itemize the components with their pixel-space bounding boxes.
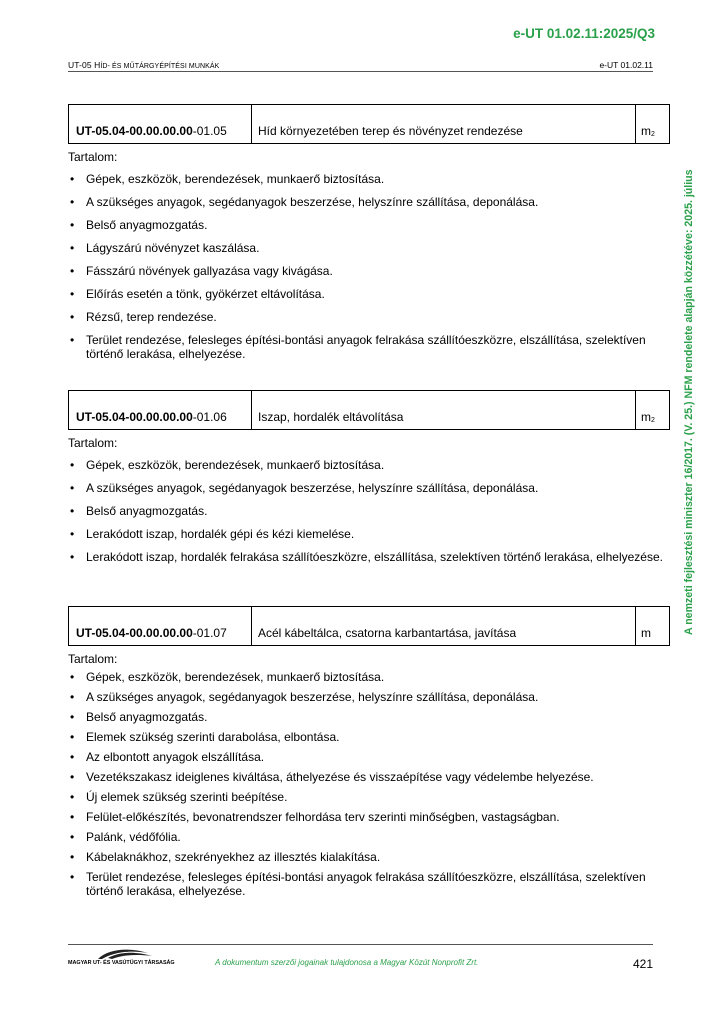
list-item: • Terület rendezése, felesleges építési-bontási anyagok felrakása szállítóeszközre, elszállítása, szelektíven történő lerakása, elhelyezése. bbox=[68, 870, 670, 898]
list-item: • Az elbontott anyagok elszállítása. bbox=[68, 750, 670, 764]
list-item: • Rézsű, terep rendezése. bbox=[68, 310, 670, 324]
list-item: • Új elemek szükség szerinti beépítése. bbox=[68, 790, 670, 804]
chapter-header-smallcaps: ÍD- ÉS MŰTÁRGYÉPÍTÉSI MUNKÁK bbox=[100, 63, 220, 70]
item-code-row bbox=[68, 390, 670, 430]
header-divider bbox=[68, 71, 653, 72]
item-title: Acél kábeltálca, csatorna karbantartása, javítása bbox=[252, 607, 636, 645]
list-item: • Kábelaknákhoz, szekrényekhez az illesztés kialakítása. bbox=[68, 850, 670, 864]
logo-text: MAGYAR UT- ÉS VASÚTÜGYI TÁRSASÁG bbox=[68, 960, 175, 966]
list-item: • A szükséges anyagok, segédanyagok beszerzése, helyszínre szállítása, deponálása. bbox=[68, 195, 670, 209]
side-publication-note bbox=[681, 95, 697, 635]
item-unit: m $_2$ bbox=[641, 410, 655, 424]
content-list bbox=[68, 172, 670, 361]
list-item: • Belső anyagmozgatás. bbox=[68, 504, 670, 518]
list-item: • Terület rendezése, felesleges építési-bontási anyagok felrakása szállítóeszközre, elszállítása, szelektíven történő lerakása, elhelyezése. bbox=[68, 333, 670, 361]
list-item: • Elemek szükség szerinti darabolása, elbontása. bbox=[68, 730, 670, 744]
list-item: • Gépek, eszközök, berendezések, munkaerő biztosítása. bbox=[68, 172, 670, 186]
list-item: • Gépek, eszközök, berendezések, munkaerő biztosítása. bbox=[68, 670, 670, 684]
list-item: • Lerakódott iszap, hordalék felrakása szállítóeszközre, elszállítása, szelektíven történő lerakása, elhelyezése. bbox=[68, 550, 670, 564]
item-code: UT-05.04-00.00.00.00 -01.07 bbox=[69, 607, 252, 645]
copyright-notice: A dokumentum szerzői jogainak tulajdonosa a Magyar Közút Nonprofit Zrt. bbox=[215, 958, 479, 967]
content-list bbox=[68, 458, 670, 564]
content-label: Tartalom: bbox=[68, 652, 118, 666]
chapter-header bbox=[68, 60, 219, 70]
item-unit: m $_2$ bbox=[641, 124, 655, 138]
list-item: • Lágyszárú növényzet kaszálása. bbox=[68, 241, 670, 255]
list-item: • Belső anyagmozgatás. bbox=[68, 218, 670, 232]
header-doc-ref: e-UT 01.02.11 bbox=[599, 60, 653, 70]
list-item: • A szükséges anyagok, segédanyagok beszerzése, helyszínre szállítása, deponálása. bbox=[68, 690, 670, 704]
item-unit: m bbox=[641, 626, 651, 640]
swoosh-logo-icon bbox=[68, 947, 178, 961]
item-code-row bbox=[68, 606, 670, 646]
section-01-07 bbox=[68, 606, 670, 898]
item-code: UT-05.04-00.00.00.00 -01.06 bbox=[69, 391, 252, 429]
list-item: • Belső anyagmozgatás. bbox=[68, 710, 670, 724]
list-item: • Vezetékszakasz ideiglenes kiváltása, áthelyezése és visszaépítése vagy védelembe helyezése. bbox=[68, 770, 670, 784]
chapter-header-prefix: UT-05 H bbox=[68, 60, 101, 70]
footer-divider bbox=[68, 944, 653, 945]
society-logo bbox=[68, 947, 178, 971]
document-code: e-UT 01.02.11:2025/Q3 bbox=[513, 26, 655, 41]
item-code: UT-05.04-00.00.00.00 -01.05 bbox=[69, 105, 252, 143]
section-01-06 bbox=[68, 390, 670, 564]
list-item: • Lerakódott iszap, hordalék gépi és kézi kiemelése. bbox=[68, 527, 670, 541]
content-label: Tartalom: bbox=[68, 436, 118, 450]
list-item: • Fásszárú növények gallyazása vagy kivágása. bbox=[68, 264, 670, 278]
item-code-row bbox=[68, 104, 670, 144]
list-item: • Felület-előkészítés, bevonatrendszer felhordása terv szerinti minőségben, vastagságban. bbox=[68, 810, 670, 824]
list-item: • Gépek, eszközök, berendezések, munkaerő biztosítása. bbox=[68, 458, 670, 472]
item-title: Iszap, hordalék eltávolítása bbox=[252, 391, 636, 429]
page-number: 421 bbox=[632, 957, 653, 971]
section-01-05 bbox=[68, 104, 670, 361]
list-item: • A szükséges anyagok, segédanyagok beszerzése, helyszínre szállítása, deponálása. bbox=[68, 481, 670, 495]
item-title: Híd környezetében terep és növényzet rendezése bbox=[252, 105, 636, 143]
content-list bbox=[68, 670, 670, 898]
side-publication-note-text: A nemzeti fejlesztési miniszter 16/2017. (V. 25.) NFM rendelete alapján közzétéve: 2025. július bbox=[683, 169, 695, 635]
content-label: Tartalom: bbox=[68, 150, 118, 164]
list-item: • Palánk, védőfólia. bbox=[68, 830, 670, 844]
list-item: • Előírás esetén a tönk, gyökérzet eltávolítása. bbox=[68, 287, 670, 301]
